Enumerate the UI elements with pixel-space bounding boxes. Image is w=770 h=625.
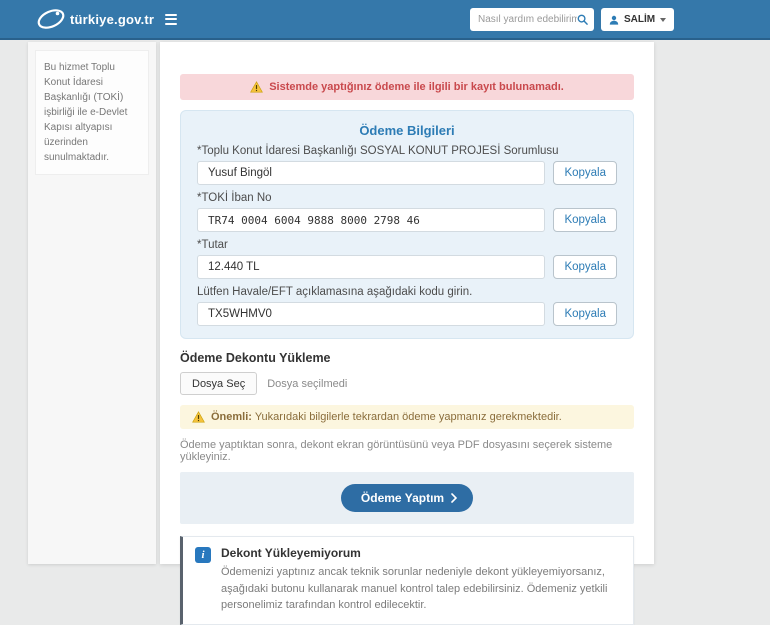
logo-text: türkiye.gov.tr <box>70 11 155 27</box>
sidebar <box>28 42 156 564</box>
info-title: Dekont Yükleyemiyorum <box>221 546 361 560</box>
manual-control-info-box <box>180 536 634 625</box>
field-label: *Tutar <box>197 239 228 251</box>
info-content <box>221 546 621 614</box>
info-icon: i <box>195 547 211 563</box>
payment-field-code <box>197 286 617 326</box>
service-provider-note: Bu hizmet Toplu Konut İdaresi Başkanlığı (TOKİ) işbirliği ile e-Devlet Kapısı altyapısı üzerinden sunulmaktadır. <box>35 50 149 175</box>
important-text: Yukarıdaki bilgilerle tekrardan ödeme yapmanız gerekmektedir. <box>254 411 562 423</box>
user-menu[interactable] <box>601 8 674 31</box>
panel-title: Ödeme Bilgileri <box>359 123 455 138</box>
transfer-code-input[interactable] <box>197 302 545 326</box>
action-strip <box>180 472 634 524</box>
search-icon[interactable] <box>577 14 588 25</box>
upload-heading: Ödeme Dekontu Yükleme <box>180 351 331 365</box>
important-alert-text <box>211 411 562 423</box>
main-content <box>160 42 654 611</box>
chevron-down-icon <box>660 18 666 22</box>
warning-icon <box>250 81 263 93</box>
copy-button[interactable]: Kopyala <box>553 208 617 232</box>
user-name: SALİM <box>624 14 656 25</box>
file-upload-row <box>180 372 634 395</box>
field-label: *Toplu Konut İdaresi Başkanlığı SOSYAL KONUT PROJESİ Sorumlusu <box>197 145 559 157</box>
payment-done-button[interactable] <box>341 484 473 512</box>
warning-icon <box>192 411 205 423</box>
search-input[interactable] <box>478 14 577 25</box>
menu-icon[interactable] <box>162 11 180 28</box>
copy-button[interactable]: Kopyala <box>553 302 617 326</box>
payment-done-label: Ödeme Yaptım <box>360 491 445 505</box>
user-icon <box>609 15 619 25</box>
important-alert <box>180 405 634 429</box>
logo[interactable] <box>36 8 180 30</box>
iban-input[interactable] <box>197 208 545 232</box>
field-label: Lütfen Havale/EFT açıklamasına aşağıdaki kodu girin. <box>197 286 473 298</box>
header <box>0 0 770 40</box>
chevron-right-icon <box>451 493 457 503</box>
copy-button[interactable]: Kopyala <box>553 161 617 185</box>
important-label: Önemli: <box>211 411 252 423</box>
amount-input[interactable] <box>197 255 545 279</box>
no-file-selected-text: Dosya seçilmedi <box>267 377 348 390</box>
choose-file-button[interactable]: Dosya Seç <box>180 372 257 395</box>
info-text: Ödemenizi yaptınız ancak teknik sorunlar nedeniyle dekont yükleyemiyorsanız, aşağıdaki butonu kullanarak manuel kontrol talep edebilirsiniz. Ödemeniz yetkili personelimiz tarafından kontrol edilecektir. <box>221 566 608 611</box>
error-alert <box>180 74 634 100</box>
error-alert-text: Sistemde yaptığınız ödeme ile ilgili bir kayıt bulunamadı. <box>269 81 564 93</box>
upload-instruction: Ödeme yaptıktan sonra, dekont ekran görüntüsünü veya PDF dosyasını seçerek sisteme yükleyiniz. <box>180 439 613 463</box>
copy-button[interactable]: Kopyala <box>553 255 617 279</box>
payment-field-responsible <box>197 145 617 185</box>
payment-field-iban <box>197 192 617 232</box>
payment-field-amount <box>197 239 617 279</box>
responsible-input[interactable] <box>197 161 545 185</box>
payment-info-panel <box>180 110 634 339</box>
edevlet-swoosh-icon <box>36 8 66 30</box>
field-label: *TOKİ İban No <box>197 192 272 204</box>
search-box <box>470 8 594 31</box>
